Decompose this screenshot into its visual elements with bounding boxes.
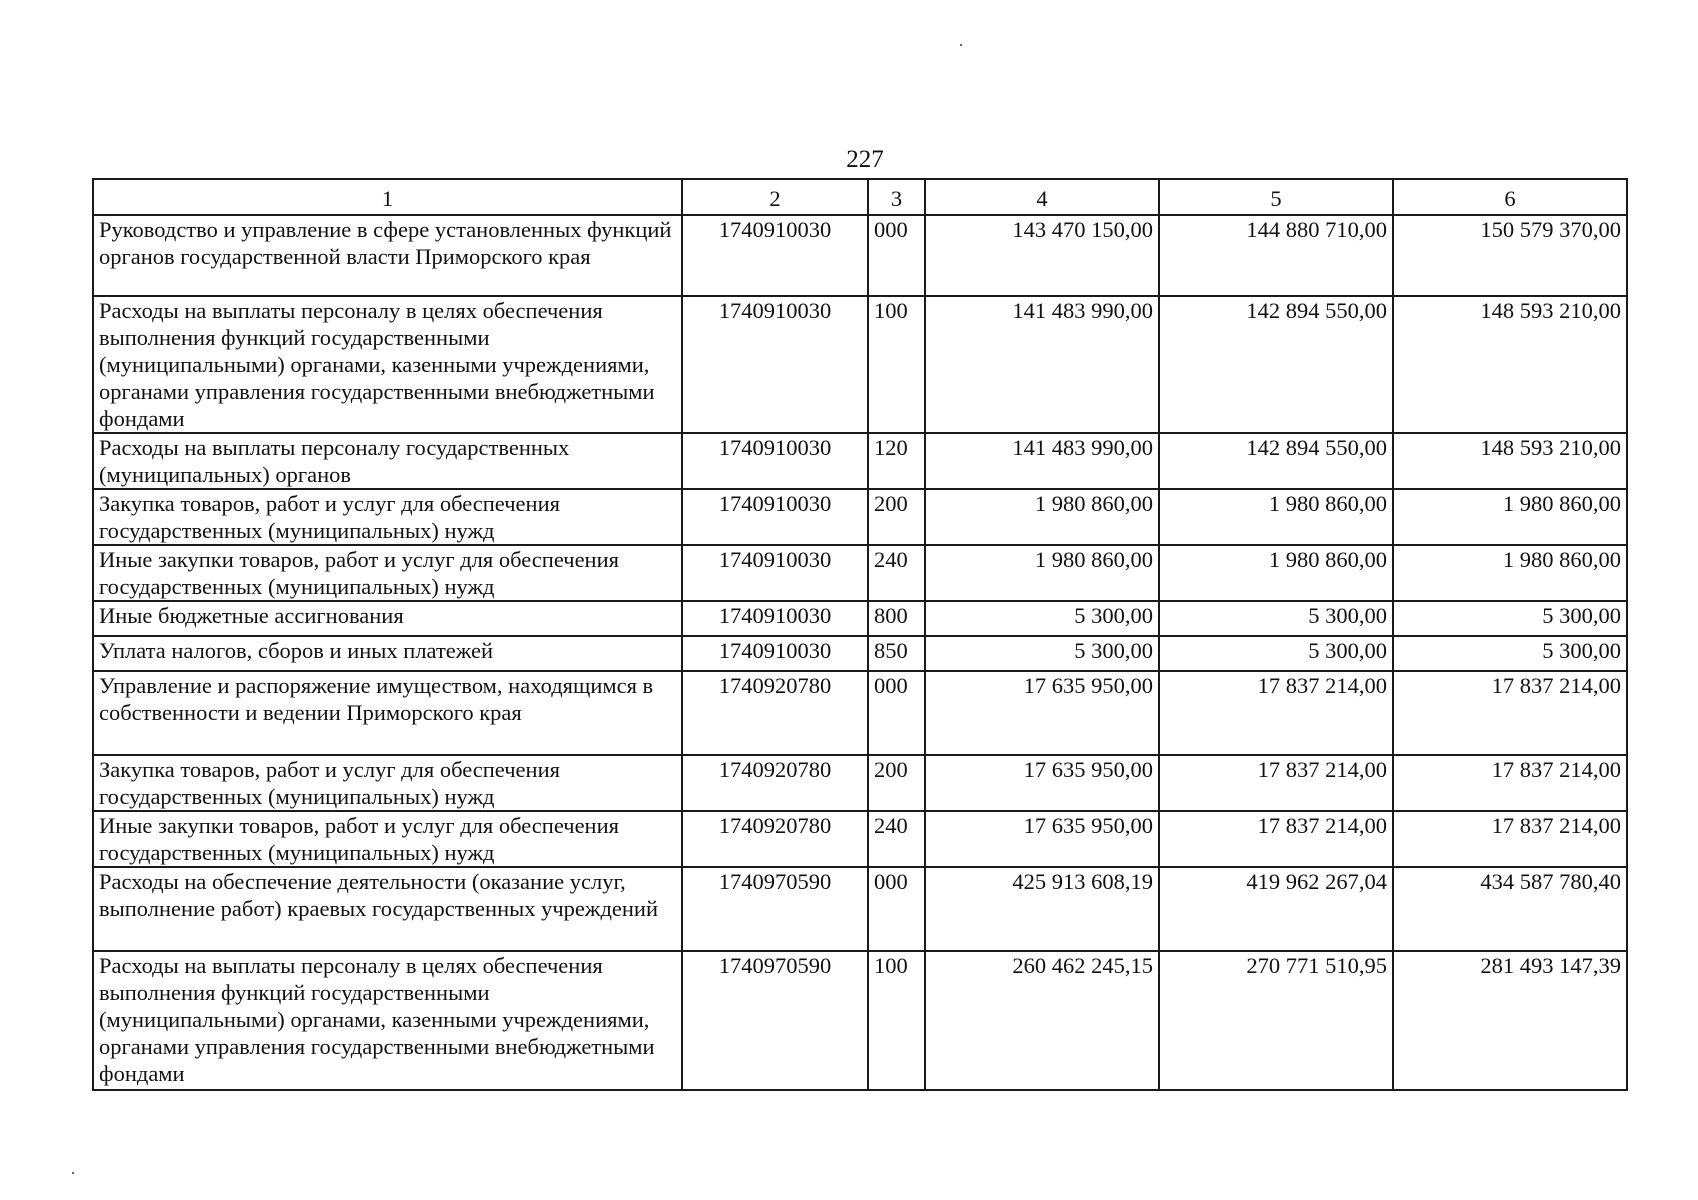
amount-col-6: 5 300,00 bbox=[1393, 636, 1627, 671]
amount-col-4: 425 913 608,19 bbox=[925, 867, 1159, 951]
target-code: 1740920780 bbox=[682, 811, 868, 867]
amount-col-5: 17 837 214,00 bbox=[1159, 671, 1393, 755]
amount-col-5: 17 837 214,00 bbox=[1159, 811, 1393, 867]
column-number: 6 bbox=[1393, 179, 1627, 215]
amount-col-4: 5 300,00 bbox=[925, 601, 1159, 636]
amount-col-4: 143 470 150,00 bbox=[925, 215, 1159, 296]
amount-col-4: 260 462 245,15 bbox=[925, 951, 1159, 1090]
expense-type-code: 240 bbox=[868, 811, 925, 867]
target-code: 1740910030 bbox=[682, 433, 868, 489]
expense-name: Управление и распоряжение имуществом, находящимся в собственности и ведении Приморского края bbox=[93, 671, 682, 755]
expense-name: Руководство и управление в сфере установленных функций органов государственной власти Приморского края bbox=[93, 215, 682, 296]
amount-col-6: 148 593 210,00 bbox=[1393, 296, 1627, 433]
amount-col-4: 17 635 950,00 bbox=[925, 755, 1159, 811]
expense-type-code: 000 bbox=[868, 671, 925, 755]
expense-type-code: 800 bbox=[868, 601, 925, 636]
table-row bbox=[93, 296, 1627, 433]
amount-col-5: 419 962 267,04 bbox=[1159, 867, 1393, 951]
amount-col-5: 1 980 860,00 bbox=[1159, 545, 1393, 601]
table-row bbox=[93, 951, 1627, 1090]
scan-speck bbox=[960, 44, 962, 46]
target-code: 1740970590 bbox=[682, 951, 868, 1090]
amount-col-6: 434 587 780,40 bbox=[1393, 867, 1627, 951]
amount-col-4: 141 483 990,00 bbox=[925, 296, 1159, 433]
target-code: 1740910030 bbox=[682, 489, 868, 545]
target-code: 1740910030 bbox=[682, 601, 868, 636]
amount-col-4: 1 980 860,00 bbox=[925, 489, 1159, 545]
amount-col-6: 1 980 860,00 bbox=[1393, 489, 1627, 545]
amount-col-5: 144 880 710,00 bbox=[1159, 215, 1393, 296]
expense-type-code: 240 bbox=[868, 545, 925, 601]
target-code: 1740910030 bbox=[682, 296, 868, 433]
page-number: 227 bbox=[846, 146, 884, 173]
amount-col-4: 1 980 860,00 bbox=[925, 545, 1159, 601]
column-number: 3 bbox=[868, 179, 925, 215]
expense-type-code: 000 bbox=[868, 215, 925, 296]
table-row bbox=[93, 433, 1627, 489]
table-row bbox=[93, 489, 1627, 545]
target-code: 1740970590 bbox=[682, 867, 868, 951]
target-code: 1740910030 bbox=[682, 545, 868, 601]
amount-col-5: 5 300,00 bbox=[1159, 636, 1393, 671]
amount-col-5: 1 980 860,00 bbox=[1159, 489, 1393, 545]
table-row bbox=[93, 601, 1627, 636]
target-code: 1740910030 bbox=[682, 215, 868, 296]
budget-table bbox=[92, 178, 1628, 1091]
table-row bbox=[93, 671, 1627, 755]
table-row bbox=[93, 636, 1627, 671]
target-code: 1740920780 bbox=[682, 755, 868, 811]
amount-col-6: 17 837 214,00 bbox=[1393, 811, 1627, 867]
table-row bbox=[93, 215, 1627, 296]
table-header bbox=[93, 179, 1627, 215]
table-row bbox=[93, 755, 1627, 811]
amount-col-6: 150 579 370,00 bbox=[1393, 215, 1627, 296]
expense-type-code: 000 bbox=[868, 867, 925, 951]
scan-speck bbox=[72, 1172, 74, 1174]
expense-type-code: 100 bbox=[868, 296, 925, 433]
amount-col-6: 17 837 214,00 bbox=[1393, 671, 1627, 755]
expense-name: Расходы на выплаты персоналу государственных (муниципальных) органов bbox=[93, 433, 682, 489]
expense-name: Расходы на выплаты персоналу в целях обеспечения выполнения функций государственными (муниципальными) органами, казенными учреждениями, органами управления государственными внебюджетными фондами bbox=[93, 296, 682, 433]
column-number: 4 bbox=[925, 179, 1159, 215]
amount-col-6: 1 980 860,00 bbox=[1393, 545, 1627, 601]
expense-name: Закупка товаров, работ и услуг для обеспечения государственных (муниципальных) нужд bbox=[93, 755, 682, 811]
expense-type-code: 850 bbox=[868, 636, 925, 671]
amount-col-6: 148 593 210,00 bbox=[1393, 433, 1627, 489]
expense-name: Иные бюджетные ассигнования bbox=[93, 601, 682, 636]
column-number: 2 bbox=[682, 179, 868, 215]
expense-name: Иные закупки товаров, работ и услуг для обеспечения государственных (муниципальных) нужд bbox=[93, 811, 682, 867]
expense-name: Уплата налогов, сборов и иных платежей bbox=[93, 636, 682, 671]
expense-type-code: 120 bbox=[868, 433, 925, 489]
amount-col-4: 5 300,00 bbox=[925, 636, 1159, 671]
expense-name: Закупка товаров, работ и услуг для обеспечения государственных (муниципальных) нужд bbox=[93, 489, 682, 545]
expense-name: Расходы на обеспечение деятельности (оказание услуг, выполнение работ) краевых государственных учреждений bbox=[93, 867, 682, 951]
amount-col-6: 281 493 147,39 bbox=[1393, 951, 1627, 1090]
expense-type-code: 200 bbox=[868, 755, 925, 811]
amount-col-5: 142 894 550,00 bbox=[1159, 433, 1393, 489]
column-number-row bbox=[93, 179, 1627, 215]
expense-type-code: 100 bbox=[868, 951, 925, 1090]
expense-name: Иные закупки товаров, работ и услуг для обеспечения государственных (муниципальных) нужд bbox=[93, 545, 682, 601]
column-number: 5 bbox=[1159, 179, 1393, 215]
amount-col-5: 142 894 550,00 bbox=[1159, 296, 1393, 433]
target-code: 1740920780 bbox=[682, 671, 868, 755]
amount-col-6: 17 837 214,00 bbox=[1393, 755, 1627, 811]
column-number: 1 bbox=[93, 179, 682, 215]
amount-col-4: 17 635 950,00 bbox=[925, 811, 1159, 867]
amount-col-6: 5 300,00 bbox=[1393, 601, 1627, 636]
table-row bbox=[93, 545, 1627, 601]
amount-col-4: 141 483 990,00 bbox=[925, 433, 1159, 489]
amount-col-5: 17 837 214,00 bbox=[1159, 755, 1393, 811]
target-code: 1740910030 bbox=[682, 636, 868, 671]
table-row bbox=[93, 811, 1627, 867]
expense-type-code: 200 bbox=[868, 489, 925, 545]
table-row bbox=[93, 867, 1627, 951]
amount-col-5: 5 300,00 bbox=[1159, 601, 1393, 636]
expense-name: Расходы на выплаты персоналу в целях обеспечения выполнения функций государственными (муниципальными) органами, казенными учреждениями, органами управления государственными внебюджетными фондами bbox=[93, 951, 682, 1090]
amount-col-5: 270 771 510,95 bbox=[1159, 951, 1393, 1090]
amount-col-4: 17 635 950,00 bbox=[925, 671, 1159, 755]
